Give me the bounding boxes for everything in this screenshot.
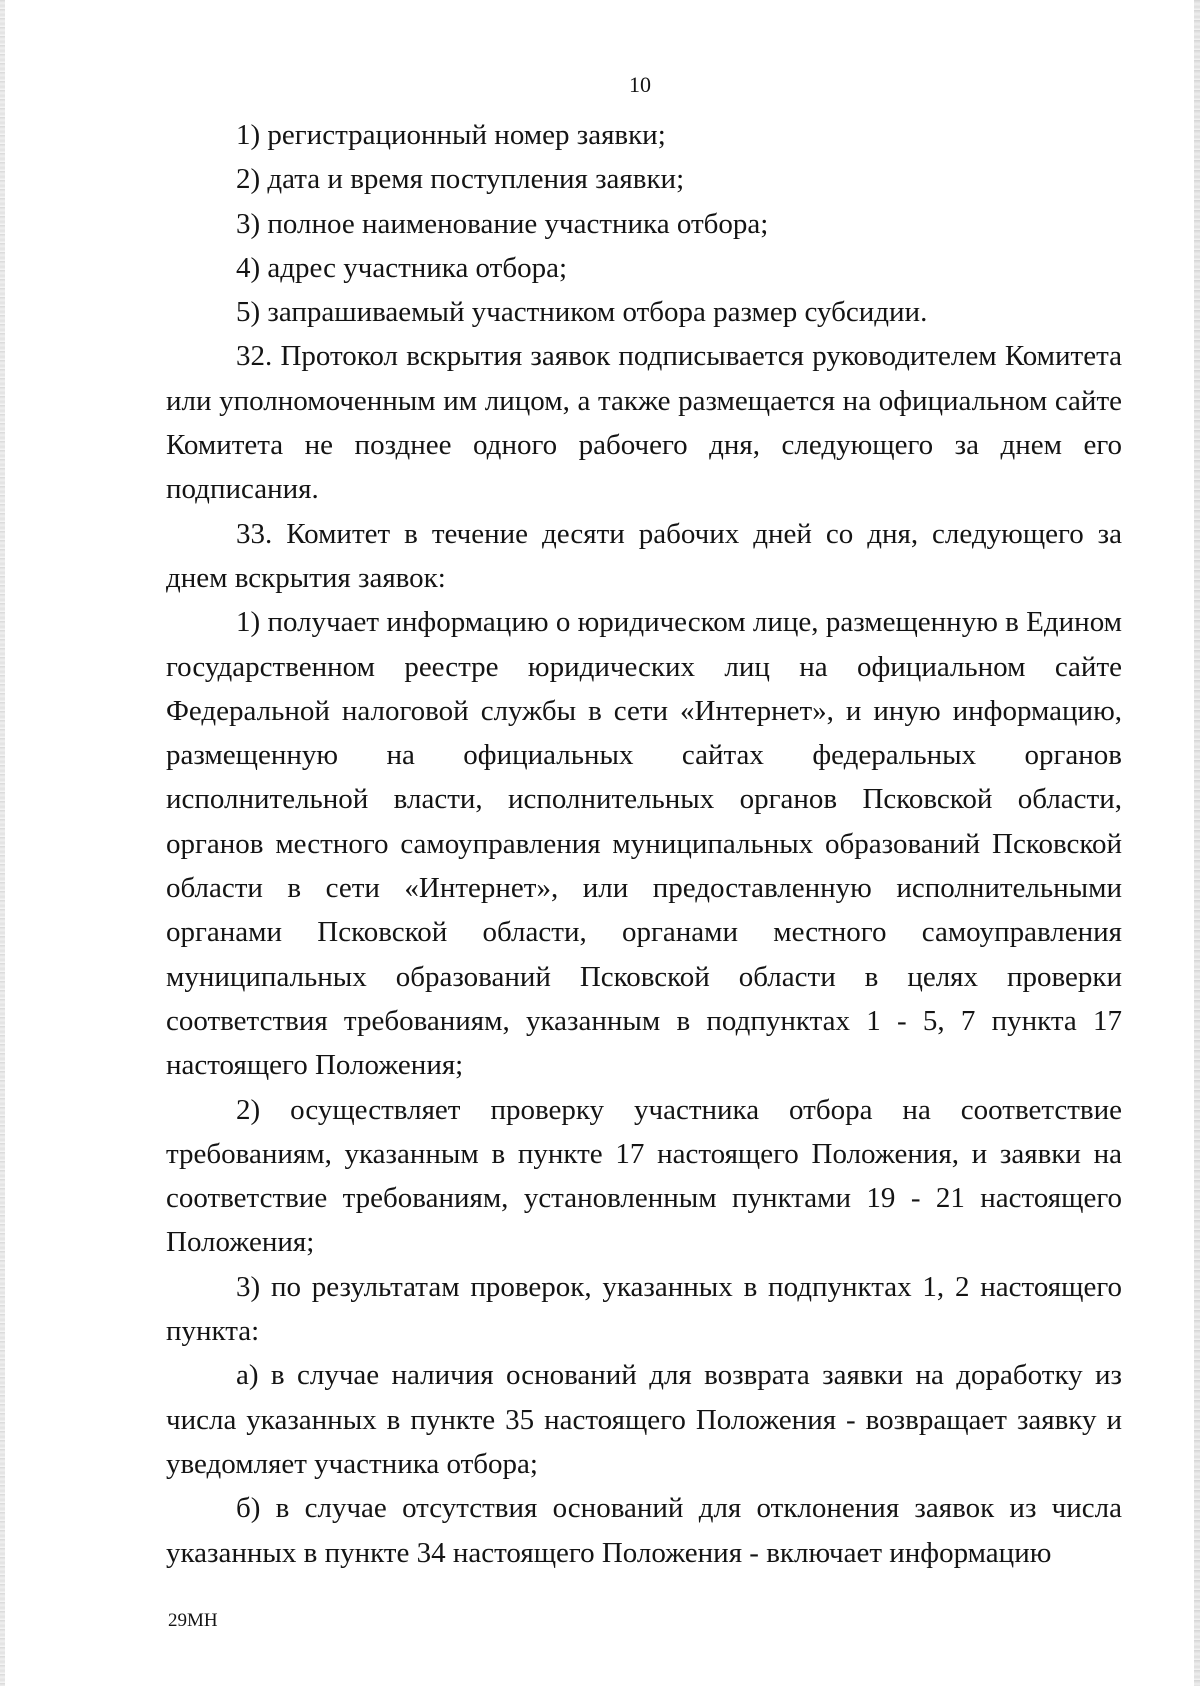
clause-33-item-1: 1) получает информацию о юридическом лице, размещенную в Едином государственном реестре юридических лиц на официальном сайте Федеральной налоговой службы в сети «Интернет», и иную информацию, размещенную на официальных сайтах федеральных органов исполнительной власти, исполнительных органов Псковской области, органов местного самоуправления муниципальных образований Псковской области в сети «Интернет», или предоставленную исполнительными органами Псковской области, органами местного самоуправления муниципальных образований Псковской области в целях проверки соответствия требованиям, указанным в подпунктах 1 - 5, 7 пункта 17 настоящего Положения; — [166, 606, 1122, 1082]
document-body — [166, 113, 1122, 1575]
clause-33: 33. Комитет в течение десяти рабочих дней со дня, следующего за днем вскрытия заявок: — [166, 517, 1122, 594]
list-item-3: 3) полное наименование участника отбора; — [236, 207, 769, 240]
clause-33-item-3: 3) по результатам проверок, указанных в подпунктах 1, 2 настоящего пункта: — [166, 1270, 1122, 1348]
list-item-4: 4) адрес участника отбора; — [236, 251, 568, 284]
scan-edge-right — [1194, 0, 1200, 1686]
clause-32: 32. Протокол вскрытия заявок подписывается руководителем Комитета или уполномоченным им лицом, а также размещается на официальном сайте Комитета не позднее одного рабочего дня, следующего за днем его подписания. — [166, 340, 1122, 506]
page-number: 10 — [629, 72, 651, 97]
scan-edge-left — [0, 0, 5, 1686]
clause-33-item-3a: а) в случае наличия оснований для возврата заявки на доработку из числа указанных в пункте 35 настоящего Положения - возвращает заявку и уведомляет участника отбора; — [166, 1359, 1122, 1480]
list-item-5: 5) запрашиваемый участником отбора размер субсидии. — [236, 296, 928, 329]
clause-33-item-3b: б) в случае отсутствия оснований для отклонения заявок из числа указанных в пункте 34 настоящего Положения - включает информацию — [166, 1492, 1122, 1569]
list-item-1: 1) регистрационный номер заявки; — [236, 119, 666, 151]
footer-code: 29МН — [168, 1610, 218, 1631]
list-item-2: 2) дата и время поступления заявки; — [236, 163, 685, 196]
clause-33-item-2: 2) осуществляет проверку участника отбора на соответствие требованиям, указанным в пункте 17 настоящего Положения, и заявки на соответствие требованиям, установленным пунктами 19 - 21 настоящего Положения; — [166, 1093, 1122, 1259]
